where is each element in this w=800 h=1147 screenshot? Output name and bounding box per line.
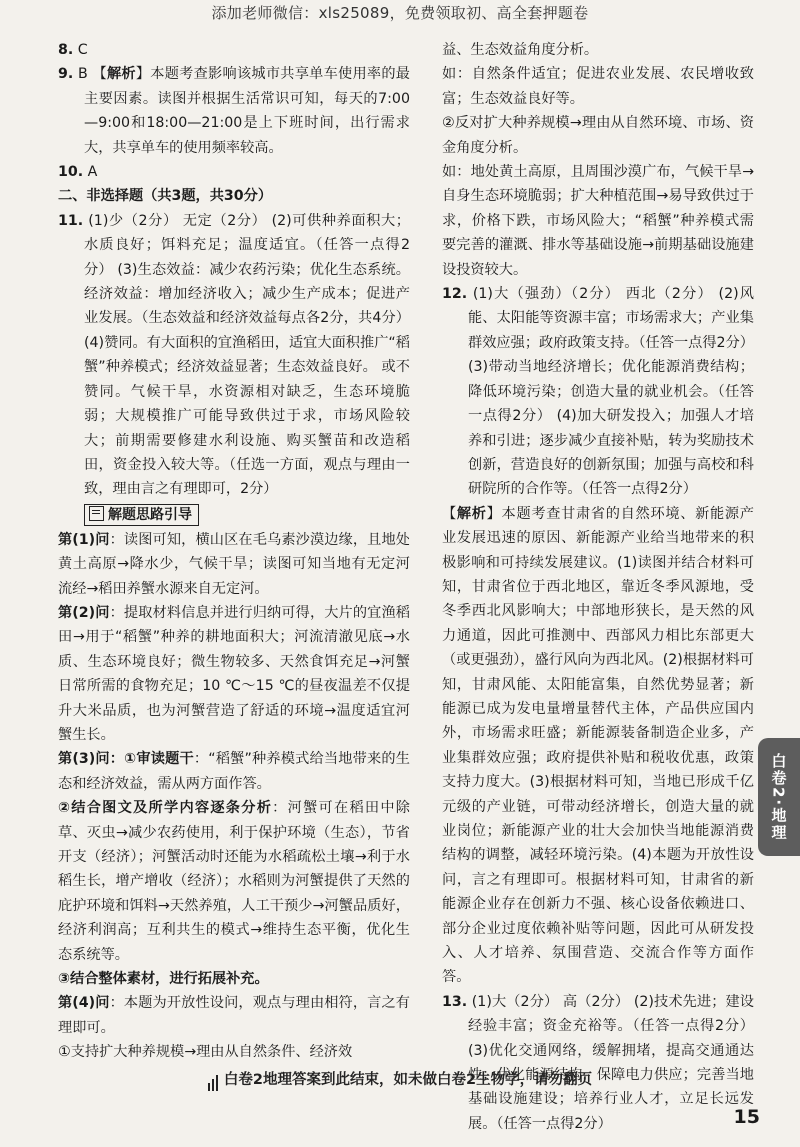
left-paragraph: ③结合整体素材，进行拓展补充。 [58, 971, 269, 988]
right-paragraph: 益、生态效益角度分析。 [442, 42, 599, 58]
left-paragraph: 第(4)问：本题为开放性设问，观点与理由相符，言之有理即可。 [58, 995, 410, 1036]
watermark-header: 添加老师微信：xls25089，免费领取初、高全套押题卷 [211, 4, 589, 22]
right-paragraph: 12. (1)大（强劲）（2分） 西北（2分） (2)风能、太阳能等资源丰富；市场需求大；产业集群效应强；政府政策支持。（任答一点得2分） (3)带动当地经济增长；优化能源消费结构；降低环境污染；创造大量的就业机会。（任答一点得2分） (4)加大研发投入；加强人才培养和引进；逐步减少直接补贴，转为奖励技术创新，营造良好的创新氛围；加强与高校和科研院所的合作等。（任答一点得2分） [442, 286, 754, 498]
section-side-tab: 白卷2·地理 [758, 738, 800, 856]
right-paragraph: 如：地处黄土高原，且周围沙漠广布，气候干旱→自身生态环境脆弱；扩大种植范围→易导致供过于求，价格下跌，市场风险大；“稻蟹”种养模式需要完善的灌溉、排水等基础设施→前期基础设施建设投资较大。 [442, 164, 754, 278]
bars-icon [208, 1075, 220, 1091]
answer-column-right [442, 38, 754, 1136]
left-paragraph: 9. B 【解析】本题考查影响该城市共享单车使用率的最主要因素。读图并根据生活常识可知，每天的7:00—9:00和18:00—21:00是上下班时间，出行需求大，共享单车的使用频率较高。 [58, 66, 410, 156]
left-paragraph: 二、非选择题（共3题，共30分） [58, 188, 273, 205]
left-paragraph: 第(3)问：①审读题干：“稻蟹”种养模式给当地带来的生态和经济效益，需从两方面作答。 [58, 751, 410, 792]
left-paragraph: 第(1)问：读图可知，横山区在毛乌素沙漠边缘，且地处黄土高原→降水少，气候干旱；读图可知当地有无定河流经→稻田养蟹水源来自无定河。 [58, 531, 410, 597]
end-notice [0, 1068, 800, 1091]
solution-guide-heading: 解题思路引导 [84, 504, 199, 526]
answer-column-left [58, 38, 410, 1065]
left-paragraph: ②结合图文及所学内容逐条分析：河蟹可在稻田中除草、灭虫→减少农药使用，利于保护环境（生态），节省开支（经济）；河蟹活动时还能为水稻疏松土壤→利于水稻生长，增产增收（经济）；水稻则为河蟹提供了天然的庇护环境和饵料→天然养殖，人工干预少→河蟹品质好，经济利润高；互利共生的模式→维持生态平衡，优化生态系统等。 [58, 800, 410, 963]
end-notice-text: 白卷2地理答案到此结束，如未做白卷2生物学，请勿翻页 [223, 1072, 593, 1088]
left-paragraph: 11. (1)少（2分） 无定（2分） (2)可供种养面积大；水质良好；饵料充足；温度适宜。（任答一点得2分） (3)生态效益：减少农药污染；优化生态系统。经济效益：增加经济收入；减少生产成本；促进产业发展。（生态效益和经济效益每点各2分，共4分） (4)赞同。有大面积的宜渔稻田，适宜大面积推广“稻蟹”种养模式；经济效益显著；生态效益良好。 或不赞同。气候干旱，水资源相对缺乏，生态环境脆弱；大规模推广可能导致供过于求，市场风险较大；前期需要修建水利设施、购买蟹苗和改造稻田，资金投入较大等。（任选一方面，观点与理由一致，理由言之有理即可，2分） [58, 212, 410, 498]
left-paragraph: 10. A [58, 164, 98, 181]
right-paragraph: ②反对扩大种养规模→理由从自然环境、市场、资金角度分析。 [442, 115, 754, 156]
left-paragraph: ①支持扩大种养规模→理由从自然条件、经济效 [58, 1044, 353, 1061]
left-paragraph: 第(2)问：提取材料信息并进行归纳可得，大片的宜渔稻田→用于“稻蟹”种养的耕地面积大；河流清澈见底→水质、生态环境良好；微生物较多、天然食饵充足→河蟹日常所需的食物充足；10 ℃～15 ℃的昼夜温差不仅提升大米品质，也为河蟹营造了舒适的环境→温度适宜河蟹生长。 [58, 604, 410, 743]
page-number: 15 [733, 1106, 760, 1128]
left-paragraph: 8. C [58, 42, 88, 58]
right-paragraph: 13. (1)大（2分） 高（2分） (2)技术先进；建设经验丰富；资金充裕等。（任答一点得2分） (3)优化交通网络，缓解拥堵，提高交通通达性；优化能源结构，保障电力供应；完善当地基础设施建设；培养行业人才，立足长远发展。（任答一点得2分） [442, 993, 754, 1132]
right-paragraph: 【解析】本题考查甘肃省的自然环境、新能源产业发展迅速的原因、新能源产业给当地带来的积极影响和可持续发展建议。(1)读图并结合材料可知，甘肃省位于西北地区，靠近冬季风源地，受冬季西北风影响大；中部地形狭长，是天然的风力通道，因此可推测中、西部风力相比东部更大（或更强劲），盛行风向为西北风。(2)根据材料可知，甘肃风能、太阳能富集，自然优势显著；新能源已成为发电量增量替代主体，产品供应国内外，市场需求旺盛；新能源装备制造企业多，产业集群效应强；政府提供补贴和税收优惠，政策支持力度大。(3)根据材料可知，当地已形成千亿元级的产业链，可带动经济增长，创造大量的就业岗位；新能源产业的壮大会加快当地能源消费结构的调整，减轻环境污染。(4)本题为开放性设问，言之有理即可。根据材料可知，甘肃省的新能源企业存在创新力不强、核心设备依赖进口、部分企业过度依赖补贴等问题，因此可从研发投入、人才培养、氛围营造、交流合作等方面作答。 [442, 505, 754, 986]
right-paragraph: 如：自然条件适宜；促进农业发展、农民增收致富；生态效益良好等。 [442, 66, 754, 107]
